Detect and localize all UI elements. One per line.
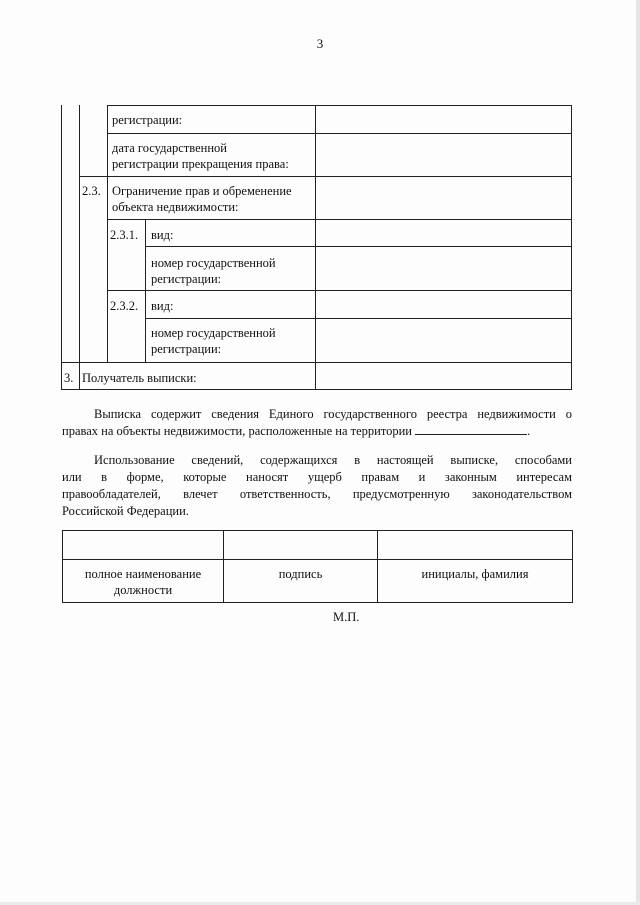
row-reg-number-label-2-line1: номер государственной bbox=[151, 326, 276, 340]
paragraph-1-line-2 bbox=[62, 423, 572, 440]
stamp-place-label: М.П. bbox=[333, 610, 360, 624]
paragraph-2-line-3: правообладателей, влечет ответственность, предусмотренную законодательством bbox=[62, 487, 572, 501]
row-reg-number-label-2-line2: регистрации: bbox=[151, 342, 222, 356]
scan-edge-right bbox=[636, 0, 640, 905]
paragraph-1-line-1: Выписка содержит сведения Единого государственного реестра недвижимости о bbox=[94, 407, 572, 421]
row-number-3: 3. bbox=[64, 371, 74, 385]
initials-surname-label: инициалы, фамилия bbox=[421, 567, 529, 581]
row-encumbrance-label-line1: Ограничение прав и обременение bbox=[112, 184, 292, 198]
row-number-2-3-1: 2.3.1. bbox=[110, 228, 139, 242]
row-registration-label: регистрации: bbox=[112, 113, 183, 127]
paragraph-1-line-2-text: правах на объекты недвижимости, расположенные на территории bbox=[62, 424, 412, 438]
paragraph-2-line-2: или в форме, которые наносят ущерб правам и законным интересам bbox=[62, 470, 572, 484]
row-reg-number-label-1-line1: номер государственной bbox=[151, 256, 276, 270]
row-reg-number-label-1-line2: регистрации: bbox=[151, 272, 222, 286]
row-type-label-2: вид: bbox=[151, 299, 174, 313]
page-number: 3 bbox=[316, 36, 324, 51]
row-encumbrance-label-line2: объекта недвижимости: bbox=[112, 200, 239, 214]
row-recipient-label: Получатель выписки: bbox=[82, 371, 197, 385]
position-title-label-line1: полное наименование bbox=[84, 567, 202, 581]
paragraph-1-line-2-period: . bbox=[527, 424, 531, 438]
row-number-2-3-2: 2.3.2. bbox=[110, 299, 139, 313]
row-termination-date-label-line1: дата государственной bbox=[112, 141, 227, 155]
paragraph-2-line-4: Российской Федерации. bbox=[62, 504, 189, 518]
territory-blank-field bbox=[415, 424, 527, 435]
paragraph-2-line-1: Использование сведений, содержащихся в настоящей выписке, способами bbox=[94, 453, 572, 467]
row-termination-date-label-line2: регистрации прекращения права: bbox=[112, 157, 289, 171]
row-number-2-3: 2.3. bbox=[82, 184, 101, 198]
position-title-label-line2: должности bbox=[113, 583, 173, 597]
row-type-label-1: вид: bbox=[151, 228, 174, 242]
signature-label: подпись bbox=[278, 567, 323, 581]
